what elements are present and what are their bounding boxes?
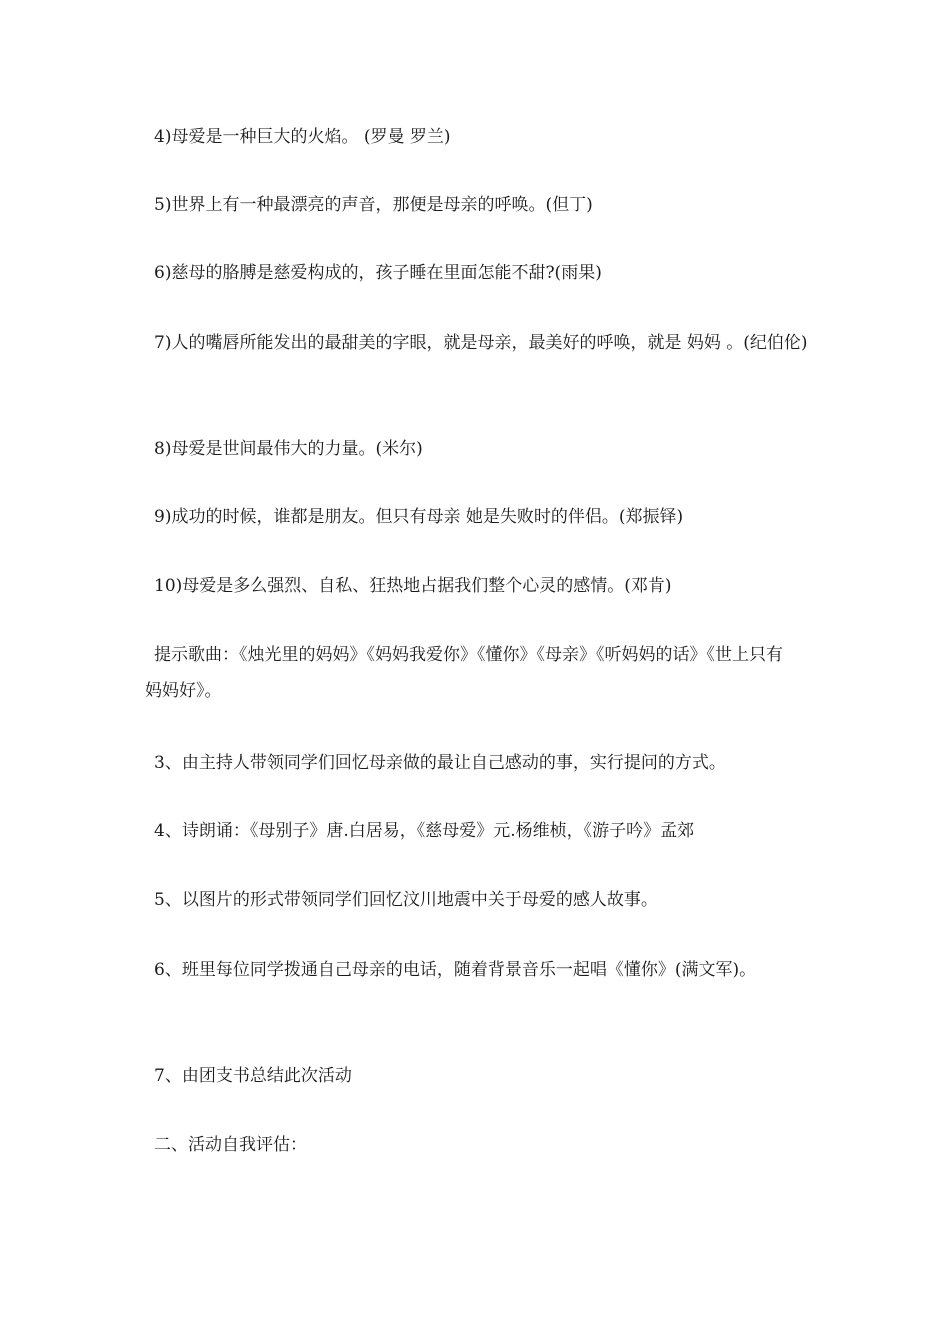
step-6-text: 6、班里每位同学拨通自己母亲的电话，随着背景音乐一起唱《懂你》(满文军)。 [154, 960, 757, 980]
quote-5-text: 5)世界上有一种最漂亮的声音，那便是母亲的呼唤。(但丁) [154, 195, 593, 215]
quote-5 [145, 187, 825, 223]
step-5 [145, 882, 825, 918]
step-4-text: 4、诗朗诵：《母别子》唐.白居易，《慈母爱》元.杨维桢，《游子吟》孟郊 [154, 821, 695, 841]
section-2-heading [145, 1127, 825, 1163]
step-3-text: 3、由主持人带领同学们回忆母亲做的最让自己感动的事，实行提问的方式。 [154, 753, 726, 773]
step-3 [145, 745, 825, 781]
quote-9-text: 9)成功的时候，谁都是朋友。但只有母亲 她是失败时的伴侣。(郑振铎) [154, 507, 684, 527]
quote-6-text: 6)慈母的胳膊是慈爱构成的，孩子睡在里面怎能不甜?(雨果) [154, 263, 602, 283]
quote-7 [145, 325, 815, 361]
quote-6 [145, 255, 825, 291]
step-7-text: 7、由团支书总结此次活动 [154, 1066, 352, 1086]
song-suggestions-text: 提示歌曲：《烛光里的妈妈》《妈妈我爱你》《懂你》《母亲》《听妈妈的话》《世上只有妈妈好》。 [145, 645, 783, 701]
quote-10-text: 10)母爱是多么强烈、自私、狂热地占据我们整个心灵的感情。(邓肯) [154, 576, 672, 596]
section-2-heading-text: 二、活动自我评估： [154, 1135, 307, 1155]
step-6 [145, 952, 795, 988]
quote-8 [145, 431, 825, 467]
step-4 [145, 813, 825, 849]
step-7 [145, 1058, 825, 1094]
quote-10 [145, 568, 825, 604]
quote-9 [145, 499, 825, 535]
step-5-text: 5、以图片的形式带领同学们回忆汶川地震中关于母爱的感人故事。 [154, 890, 658, 910]
quote-4-text: 4)母爱是一种巨大的火焰。 (罗曼 罗兰) [154, 127, 451, 147]
quote-7-text: 7)人的嘴唇所能发出的最甜美的字眼，就是母亲，最美好的呼唤，就是 妈妈 。(纪伯伦) [154, 333, 808, 353]
song-suggestions [145, 637, 795, 709]
quote-8-text: 8)母爱是世间最伟大的力量。(米尔) [154, 439, 423, 459]
quote-4 [145, 119, 825, 155]
